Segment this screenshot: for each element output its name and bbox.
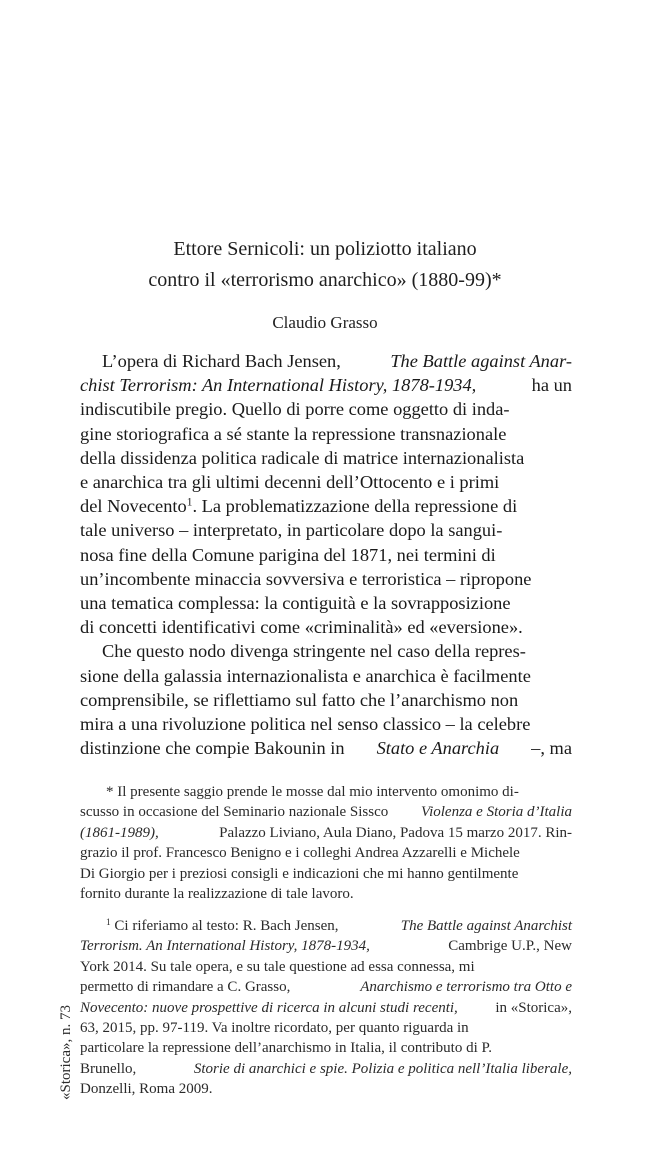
article-title <box>0 234 650 296</box>
body-line <box>80 615 572 639</box>
text-span: Di Giorgio per i preziosi consigli e indicazioni che mi hanno gentilmente <box>80 865 519 882</box>
body-line <box>80 518 572 542</box>
body-line <box>80 543 572 567</box>
text-span: * Il presente saggio prende le mosse dal mio intervento omonimo di- <box>106 784 519 800</box>
text-span: del Novecento <box>80 496 187 517</box>
text-span: una tematica complessa: la contiguità e la sovrapposizione <box>80 593 511 614</box>
body-line <box>80 639 572 663</box>
text-span: permetto di rimandare a C. Grasso, <box>80 979 291 996</box>
text-span: Cambrige U.P., New <box>448 938 572 955</box>
body-line <box>80 591 572 615</box>
book-title-italic: Stato e Anarchia <box>376 738 500 759</box>
body-line <box>80 446 572 470</box>
book-title-italic: chist Terrorism: An International History, 1878-1934, <box>80 375 477 396</box>
footnote-line <box>80 843 572 863</box>
text-span: della dissidenza politica radicale di matrice internazionalista <box>80 447 525 468</box>
footnote-line <box>80 864 572 884</box>
title-line-2: contro il «terrorismo anarchico» (1880-99)* <box>148 269 502 291</box>
title-italic: Novecento: nuove prospettive di ricerca in alcuni studi recenti, <box>80 999 458 1016</box>
text-span: comprensibile, se riflettiamo sul fatto che l’anarchismo non <box>80 689 519 710</box>
footnote-line <box>80 916 572 936</box>
author-name: Claudio Grasso <box>272 313 378 332</box>
text-span: nosa fine della Comune parigina del 1871, nei termini di <box>80 544 496 565</box>
body-line <box>80 567 572 591</box>
text-span: di concetti identificativi come «criminalità» ed «eversione». <box>80 617 523 638</box>
footnote-line <box>80 1038 572 1058</box>
footnote-star <box>80 782 572 904</box>
title-italic: The Battle against Anarchist <box>400 918 572 934</box>
body-line <box>80 422 572 446</box>
body-line <box>80 494 572 518</box>
text-span: scusso in occasione del Seminario nazionale Sissco <box>80 804 389 821</box>
text-span: Brunello, <box>80 1060 137 1077</box>
footnote-line <box>80 957 572 977</box>
footnote-number: 1 <box>106 917 111 928</box>
text-span: L’opera di Richard Bach Jensen, <box>102 351 341 371</box>
text-span: un’incombente minaccia sovversiva e terroristica – ripropone <box>80 568 532 589</box>
running-head: «Storica», n. 73 <box>58 1005 74 1100</box>
body-line <box>80 664 572 688</box>
text-span: e anarchica tra gli ultimi decenni dell’Ottocento e i primi <box>80 472 500 493</box>
footnote-line <box>80 782 572 802</box>
footnote-line <box>80 977 572 997</box>
text-span: sione della galassia internazionalista e anarchica è facilmente <box>80 665 531 686</box>
body-line <box>80 712 572 736</box>
body-line <box>80 349 572 373</box>
text-span: indiscutibile pregio. Quello di porre come oggetto di inda- <box>80 399 510 420</box>
text-span: Donzelli, Roma 2009. <box>80 1081 213 1098</box>
title-italic: Anarchismo e terrorismo tra Otto e <box>360 979 572 996</box>
text-span: mira a una rivoluzione politica nel senso classico – la celebre <box>80 714 531 735</box>
text-span: . La problematizzazione della repressione di <box>192 496 518 517</box>
footnote-line <box>80 1059 572 1079</box>
text-span: –, ma <box>531 738 572 759</box>
footnote-line <box>80 802 572 822</box>
text-span: gine storiografica a sé stante la repressione transnazionale <box>80 423 507 444</box>
book-title-italic: The Battle against Anar- <box>390 351 572 371</box>
text-span: ha un <box>531 375 572 396</box>
text-span: in «Storica», <box>495 999 572 1016</box>
body-line <box>80 470 572 494</box>
title-line-1: Ettore Sernicoli: un poliziotto italiano <box>173 238 477 260</box>
footnote-line <box>80 1018 572 1038</box>
body-line <box>80 397 572 421</box>
text-span <box>106 916 339 936</box>
text-span <box>80 494 517 518</box>
text-span: distinzione che compie Bakounin in <box>80 738 345 759</box>
text-span: York 2014. Su tale opera, e su tale questione ad essa connessa, mi <box>80 958 475 975</box>
text-span: Che questo nodo divenga stringente nel caso della repres- <box>102 641 526 662</box>
text-span: grazio il prof. Francesco Benigno e i colleghi Andrea Azzarelli e Michele <box>80 845 520 862</box>
title-italic: Terrorism. An International History, 1878-1934, <box>80 938 370 955</box>
text-span: fornito durante la realizzazione di tale lavoro. <box>80 886 354 903</box>
text-span: particolare la repressione dell’anarchismo in Italia, il contributo di P. <box>80 1040 492 1057</box>
body-line <box>80 688 572 712</box>
title-italic: Violenza e Storia d’Italia <box>421 804 572 821</box>
text-span: 63, 2015, pp. 97-119. Va inoltre ricordato, per quanto riguarda in <box>80 1020 469 1037</box>
body-text <box>80 349 572 760</box>
text-span: Ci riferiamo al testo: R. Bach Jensen, <box>114 918 339 934</box>
footnote-line <box>80 823 572 843</box>
footnote-line <box>80 936 572 956</box>
footnote-1 <box>80 916 572 1100</box>
text-span: tale universo – interpretato, in particolare dopo la sangui- <box>80 520 503 541</box>
body-line <box>80 373 572 397</box>
body-line <box>80 736 572 760</box>
footnote-reference: 1 <box>186 496 193 509</box>
footnote-line <box>80 998 572 1018</box>
footnote-line <box>80 1079 572 1099</box>
text-span: Palazzo Liviano, Aula Diano, Padova 15 marzo 2017. Rin- <box>219 824 572 841</box>
title-italic: (1861-1989), <box>80 824 159 841</box>
title-italic: Storie di anarchici e spie. Polizia e politica nell’Italia liberale, <box>193 1060 572 1077</box>
footnote-line <box>80 884 572 904</box>
